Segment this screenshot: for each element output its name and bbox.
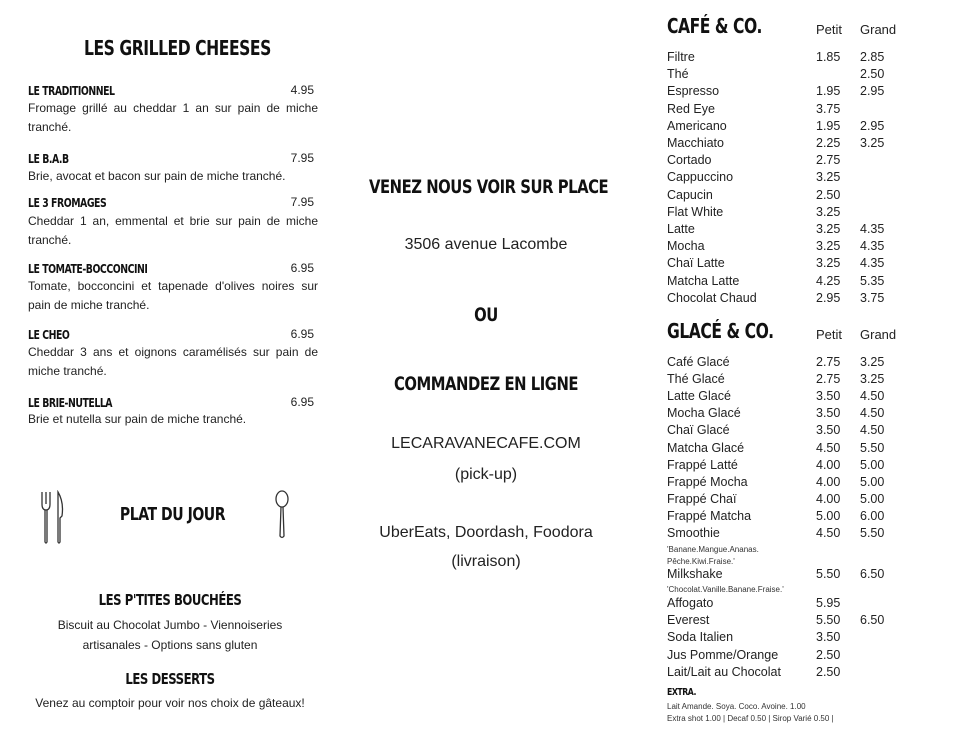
menu-row <box>667 526 947 543</box>
menu-item-petit-price: 3.50 <box>816 630 841 645</box>
menu-item-name: Smoothie <box>667 526 720 540</box>
menu-item-petit-price: 3.25 <box>816 256 841 271</box>
grilled-item-name: LE 3 FROMAGES <box>28 196 107 210</box>
menu-item-grand-price: 3.75 <box>860 290 885 305</box>
grilled-item-name: LE B.A.B <box>28 152 69 166</box>
menu-item-grand-price: 2.95 <box>860 84 885 99</box>
menu-item-grand-price: 5.00 <box>860 474 885 489</box>
menu-item-petit-price: 2.25 <box>816 136 841 150</box>
menu-item-grand-price: 4.35 <box>860 239 885 254</box>
menu-item-name: Frappé Matcha <box>667 508 752 523</box>
menu-item-name: Matcha Glacé <box>667 440 745 455</box>
grilled-item-name: LE TRADITIONNEL <box>28 84 115 98</box>
menu-item-grand-price: 6.50 <box>860 567 885 581</box>
menu-item-name: Cortado <box>667 153 712 168</box>
menu-item-name: Frappé Mocha <box>667 474 748 489</box>
menu-item-petit-price: 5.00 <box>816 508 841 523</box>
menu-item-petit-price: 4.00 <box>816 491 841 506</box>
menu-item-petit-price: 2.75 <box>816 372 841 387</box>
glace-petit-header: Petit <box>816 327 843 342</box>
menu-item-name: Jus Pomme/Orange <box>667 647 779 662</box>
pickup-text: (pick-up) <box>454 466 518 483</box>
grilled-item-description: Cheddar 1 an, emmental et brie sur pain de miche tranché. <box>28 214 318 247</box>
grilled-item-price: 6.95 <box>290 395 314 409</box>
menu-item-name: Milkshake <box>667 567 723 581</box>
menu-row <box>667 630 947 647</box>
menu-item-name: Frappé Latté <box>667 457 738 472</box>
smoothie-note-1: 'Banane.Mangue.Ananas. <box>667 545 759 554</box>
menu-item-grand-price: 2.85 <box>860 50 885 64</box>
menu-row <box>667 274 947 291</box>
menu-row <box>667 372 947 389</box>
menu-item-grand-price: 3.25 <box>860 372 885 387</box>
menu-row <box>667 475 947 492</box>
grilled-item-price: 4.95 <box>290 83 314 97</box>
menu-row <box>667 355 947 372</box>
menu-item-petit-price: 2.50 <box>816 187 841 202</box>
delivery-apps: UberEats, Doordash, Foodora <box>379 524 593 541</box>
desserts-title: LES DESSERTS <box>125 670 215 688</box>
menu-row <box>667 153 947 170</box>
menu-row <box>667 222 947 239</box>
menu-row <box>667 50 947 67</box>
menu-item-name: Soda Italien <box>667 630 734 645</box>
menu-row <box>667 136 947 153</box>
menu-row <box>667 239 947 256</box>
menu-item-grand-price: 4.50 <box>860 406 885 421</box>
menu-row <box>667 509 947 526</box>
menu-item-petit-price: 5.50 <box>816 613 841 628</box>
delivery-text: (livraison) <box>451 553 521 570</box>
menu-item-petit-price: 5.95 <box>816 596 841 610</box>
cafe-petit-header: Petit <box>816 22 843 37</box>
desserts-line: Venez au comptoir pour voir nos choix de gâteaux! <box>35 696 305 710</box>
menu-item-petit-price: 2.75 <box>816 153 841 168</box>
extra-line-2: Extra shot 1.00 | Decaf 0.50 | Sirop Varié 0.50 | <box>667 714 834 723</box>
menu-item-name: Chaï Latte <box>667 256 725 271</box>
menu-item-name: Flat White <box>667 204 724 219</box>
menu-row <box>667 291 947 308</box>
menu-item-petit-price: 2.75 <box>816 355 841 369</box>
menu-item-grand-price: 4.50 <box>860 389 885 404</box>
menu-item-petit-price: 3.50 <box>816 423 841 438</box>
grilled-item-price: 6.95 <box>290 327 314 341</box>
menu-row <box>667 102 947 119</box>
menu-item-grand-price: 5.00 <box>860 491 885 506</box>
menu-row <box>667 648 947 665</box>
menu-item-petit-price: 4.00 <box>816 474 841 489</box>
grilled-item-name: LE CHEO <box>28 328 70 342</box>
grilled-item-description: Cheddar 3 ans et oignons caramélisés sur pain de miche tranché. <box>28 345 318 378</box>
menu-row <box>667 170 947 187</box>
glace-grand-header: Grand <box>860 327 897 342</box>
menu-item-grand-price: 3.25 <box>860 136 885 150</box>
menu-item-name: Chocolat Chaud <box>667 290 757 305</box>
menu-item-name: Filtre <box>667 50 695 64</box>
menu-item-petit-price: 3.50 <box>816 406 841 421</box>
bouchees-line-2: artisanales - Options sans gluten <box>82 638 258 652</box>
plat-du-jour-title: PLAT DU JOUR <box>119 504 226 525</box>
grilled-item-price: 7.95 <box>290 151 314 165</box>
menu-item-name: Espresso <box>667 84 720 99</box>
website-link[interactable]: LECARAVANECAFE.COM <box>391 435 581 452</box>
menu-item-name: Mocha <box>667 239 705 254</box>
menu-item-petit-price: 2.50 <box>816 647 841 662</box>
menu-item-grand-price: 4.35 <box>860 222 885 236</box>
fork-knife-icon <box>40 490 66 546</box>
bouchees-title: LES P'TITES BOUCHÉES <box>98 591 242 609</box>
glace-title: GLACÉ & CO. <box>667 319 774 343</box>
menu-row <box>667 567 947 584</box>
extra-line-1: Lait Amande. Soya. Coco. Avoine. 1.00 <box>667 702 806 711</box>
grilled-cheese-section <box>28 0 318 745</box>
address: 3506 avenue Lacombe <box>404 236 568 253</box>
menu-item-grand-price: 2.95 <box>860 118 885 133</box>
menu-item-petit-price: 3.25 <box>816 239 841 254</box>
grilled-item-description: Brie et nutella sur pain de miche tranché. <box>28 412 247 426</box>
menu-item-petit-price: 4.50 <box>816 526 841 540</box>
menu-item-name: Red Eye <box>667 101 715 116</box>
menu-item-petit-price: 4.25 <box>816 273 841 288</box>
milkshake-note: 'Chocolat.Vanille.Banane.Fraise.' <box>667 585 784 594</box>
menu-item-petit-price: 3.25 <box>816 222 841 236</box>
menu-item-name: Thé <box>667 67 689 82</box>
menu-item-name: Americano <box>667 118 727 133</box>
menu-item-petit-price: 3.25 <box>816 204 841 219</box>
visit-heading: VENEZ NOUS VOIR SUR PLACE <box>369 176 609 198</box>
menu-item-petit-price: 2.95 <box>816 290 841 305</box>
spoon-icon <box>273 490 291 540</box>
menu-row <box>667 389 947 406</box>
menu-item-name: Affogato <box>667 596 714 610</box>
menu-item-name: Latte <box>667 222 695 236</box>
menu-item-name: Capucin <box>667 187 713 202</box>
menu-row <box>667 119 947 136</box>
grilled-item-description: Tomate, bocconcini et tapenade d'olives noires sur pain de miche tranché. <box>28 279 318 312</box>
menu-row <box>667 67 947 84</box>
menu-item-name: Everest <box>667 613 710 628</box>
ou-text: OU <box>474 304 498 326</box>
menu-row <box>667 665 947 682</box>
menu-item-name: Matcha Latte <box>667 273 740 288</box>
menu-item-grand-price: 5.35 <box>860 273 885 288</box>
menu-item-grand-price: 5.00 <box>860 457 885 472</box>
menu-row <box>667 205 947 222</box>
menu-item-grand-price: 4.35 <box>860 256 885 271</box>
menu-item-name: Thé Glacé <box>667 372 725 387</box>
menu-item-petit-price: 3.25 <box>816 170 841 185</box>
menu-item-name: Mocha Glacé <box>667 406 741 421</box>
menu-row <box>667 256 947 273</box>
menu-item-petit-price: 1.95 <box>816 118 841 133</box>
menu-item-grand-price: 6.50 <box>860 613 885 628</box>
menu-item-grand-price: 4.50 <box>860 423 885 438</box>
menu-item-petit-price: 3.75 <box>816 101 841 116</box>
menu-item-grand-price: 5.50 <box>860 440 885 455</box>
cafe-title: CAFÉ & CO. <box>667 14 762 38</box>
grilled-item-description: Brie, avocat et bacon sur pain de miche tranché. <box>28 169 286 183</box>
menu-item-name: Frappé Chaï <box>667 491 737 506</box>
grilled-item-description: Fromage grillé au cheddar 1 an sur pain de miche tranché. <box>28 101 318 134</box>
menu-row <box>667 613 947 630</box>
menu-item-petit-price: 4.50 <box>816 440 841 455</box>
menu-row <box>667 441 947 458</box>
menu-item-name: Latte Glacé <box>667 389 731 404</box>
menu-item-name: Café Glacé <box>667 355 730 369</box>
menu-row <box>667 596 947 613</box>
menu-item-grand-price: 3.25 <box>860 355 885 369</box>
grilled-item-price: 7.95 <box>290 195 314 209</box>
cafe-grand-header: Grand <box>860 22 897 37</box>
menu-item-grand-price: 6.00 <box>860 508 885 523</box>
menu-item-petit-price: 3.50 <box>816 389 841 404</box>
menu-row <box>667 423 947 440</box>
menu-row <box>667 458 947 475</box>
menu-item-petit-price: 2.50 <box>816 664 841 679</box>
menu-item-petit-price: 1.85 <box>816 50 841 64</box>
smoothie-note-2: Pêche.Kiwi.Fraise.' <box>667 557 735 566</box>
menu-item-grand-price: 5.50 <box>860 526 885 540</box>
grilled-cheese-title: LES GRILLED CHEESES <box>84 36 271 60</box>
menu-row <box>667 406 947 423</box>
menu-item-name: Lait/Lait au Chocolat <box>667 664 781 679</box>
menu-row <box>667 84 947 101</box>
menu-item-petit-price: 5.50 <box>816 567 841 581</box>
extra-title: EXTRA. <box>667 687 697 698</box>
grilled-item-name: LE TOMATE-BOCCONCINI <box>28 262 148 276</box>
grilled-item-price: 6.95 <box>290 261 314 275</box>
menu-item-name: Macchiato <box>667 136 724 150</box>
menu-item-name: Cappuccino <box>667 170 734 185</box>
menu-row <box>667 188 947 205</box>
menu-item-name: Chaï Glacé <box>667 423 730 438</box>
bouchees-line-1: Biscuit au Chocolat Jumbo - Viennoiseries <box>57 618 283 632</box>
menu-row <box>667 492 947 509</box>
order-heading: COMMANDEZ EN LIGNE <box>393 373 579 395</box>
menu-item-petit-price: 1.95 <box>816 84 841 99</box>
menu-item-petit-price: 4.00 <box>816 457 841 472</box>
menu-item-grand-price: 2.50 <box>860 67 885 82</box>
grilled-item-name: LE BRIE-NUTELLA <box>28 396 113 410</box>
